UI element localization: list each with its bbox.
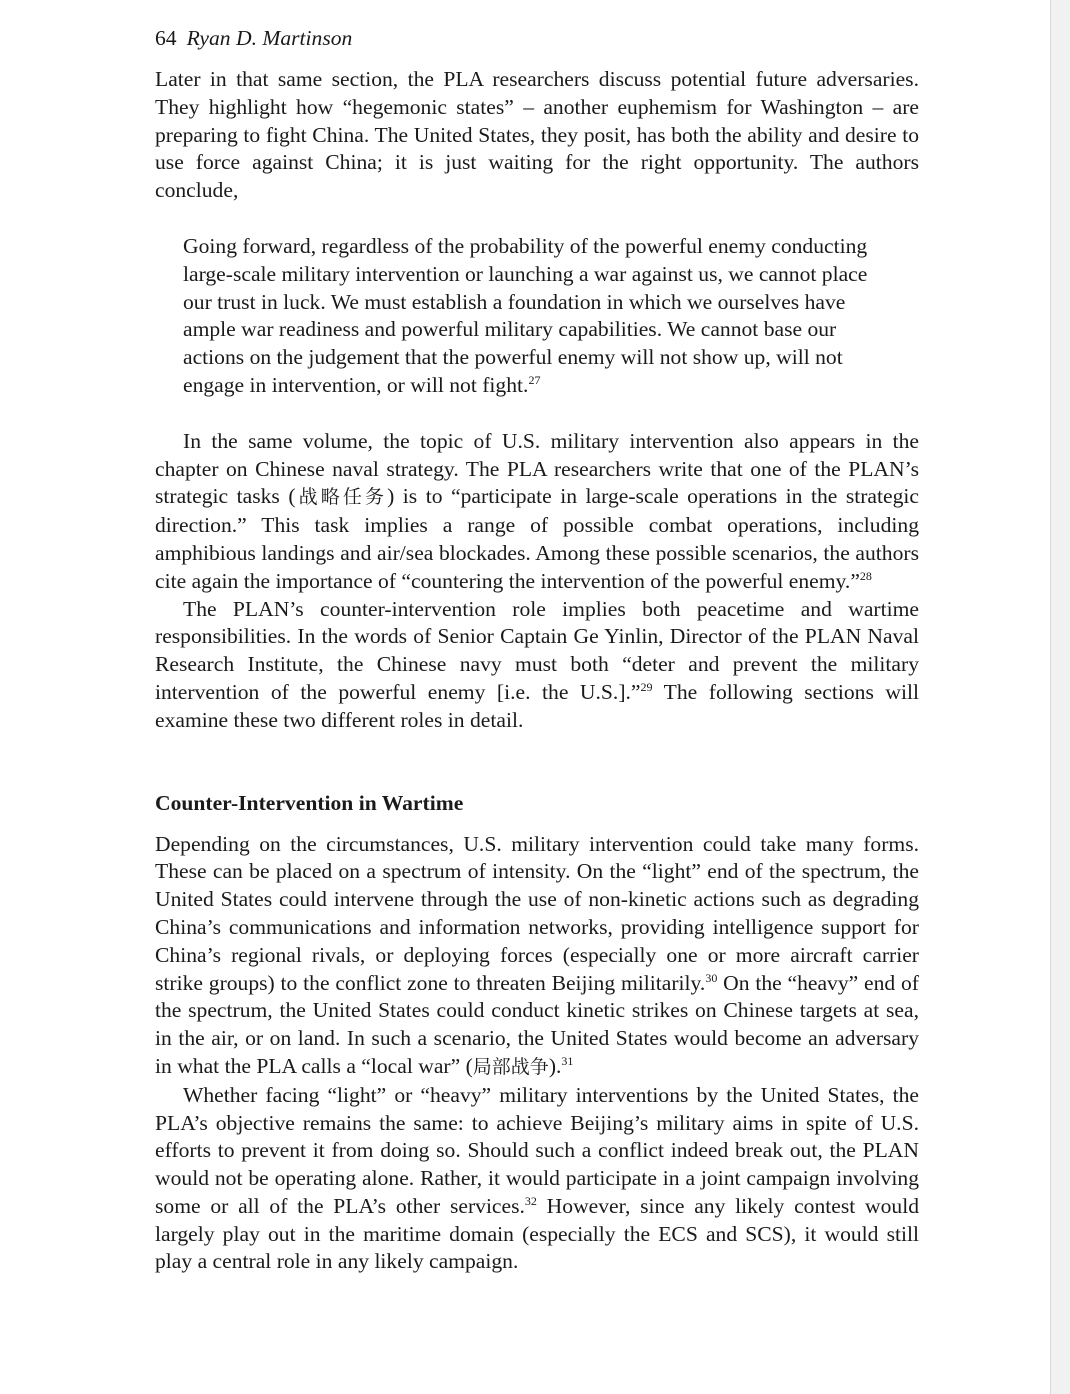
- running-header: [155, 24, 919, 52]
- paragraph-3: [155, 596, 919, 735]
- running-head-author: Ryan D. Martinson: [186, 26, 353, 50]
- block-quote: [183, 233, 891, 400]
- footnote-ref-30[interactable]: 30: [705, 970, 718, 985]
- page-number: 64: [155, 26, 177, 50]
- paragraph-4-chinese-term: 局部战争: [472, 1055, 549, 1078]
- footnote-ref-29[interactable]: 29: [640, 679, 653, 694]
- paragraph-2-chinese-term: 战略任务: [295, 486, 388, 509]
- paragraph-3-text: The PLAN’s counter-intervention role implies both peacetime and wartime responsibilities. In the words of Senior Captain Ge Yinlin, Director of the PLAN Naval Research Institute, the Chinese navy must both “deter and prevent the military intervention of the powerful enemy [i.e. the U.S.].”: [155, 596, 919, 704]
- footnote-ref-31[interactable]: 31: [561, 1053, 574, 1068]
- paragraph-4-text: Depending on the circumstances, U.S. military intervention could take many forms. These can be placed on a spectrum of intensity. On the “light” end of the spectrum, the United States could intervene through the use of non-kinetic actions such as degrading China’s communications and information networks, providing intelligence support for China’s regional rivals, or deploying forces (especially one or more aircraft carrier strike groups) to the conflict zone to threaten Beijing militarily.: [155, 831, 919, 995]
- paragraph-4-text-middle: On the “heavy” end of the spectrum, the United States could conduct kinetic strikes on Chinese targets at sea, in the air, or on land. In such a scenario, the United States would become an adversary in what the PLA calls a “local war” (: [155, 970, 919, 1078]
- paragraph-5: [155, 1082, 919, 1277]
- quote-body: Going forward, regardless of the probability of the powerful enemy conducting large-scale military intervention or launching a war against us, we cannot place our trust in luck. We must establish a foundation in which we ourselves have ample war readiness and powerful military capabilities. We cannot base our actions on the judgement that the powerful enemy will not show up, will not engage in intervention, or will not fight.: [183, 233, 868, 397]
- footnote-ref-27[interactable]: 27: [528, 372, 541, 387]
- footnote-ref-32[interactable]: 32: [524, 1193, 537, 1208]
- section-heading: Counter-Intervention in Wartime: [155, 790, 464, 815]
- paragraph-1: Later in that same section, the PLA researchers discuss potential future adversaries. They highlight how “hegemonic states” – another euphemism for Washington – are preparing to fight China. The United States, they posit, has both the ability and desire to use force against China; it is just waiting for the right opportunity. The authors conclude,: [155, 67, 919, 203]
- paragraph-5-text-end: However, since any likely contest would largely play out in the maritime domain (especially the ECS and SCS), it would still play a central role in any likely campaign.: [155, 1193, 919, 1274]
- paragraph-4: [155, 831, 919, 1082]
- paragraph-2-text-b: ) is to “participate in large-scale operations in the strategic direction.” This task implies a range of possible combat operations, including amphibious landings and air/sea blockades. Among these possible scenarios, the authors cite again the importance of “countering the intervention of the powerful enemy.”: [155, 484, 919, 593]
- block-quote-text: [183, 233, 891, 400]
- page-content: [155, 24, 919, 1276]
- paragraph-2-text-a: In the same volume, the topic of U.S. military intervention also appears in the chapter on Chinese naval strategy. The PLA researchers write that one of the PLAN’s strategic tasks (: [155, 428, 919, 509]
- footnote-ref-28[interactable]: 28: [859, 568, 872, 583]
- paragraph-2: [155, 428, 919, 596]
- paragraph-3-text-end: The following sections will examine these two different roles in detail.: [155, 679, 919, 732]
- viewer-scroll-gutter[interactable]: [1051, 0, 1070, 1394]
- paragraph-5-text: Whether facing “light” or “heavy” military interventions by the United States, the PLA’s objective remains the same: to achieve Beijing’s military aims in spite of U.S. efforts to prevent it from doing so. Should such a conflict indeed break out, the PLAN would not be operating alone. Rather, it would participate in a joint campaign involving some or all of the PLA’s other services.: [155, 1082, 919, 1218]
- paragraph-4-text-end: ).: [548, 1053, 562, 1078]
